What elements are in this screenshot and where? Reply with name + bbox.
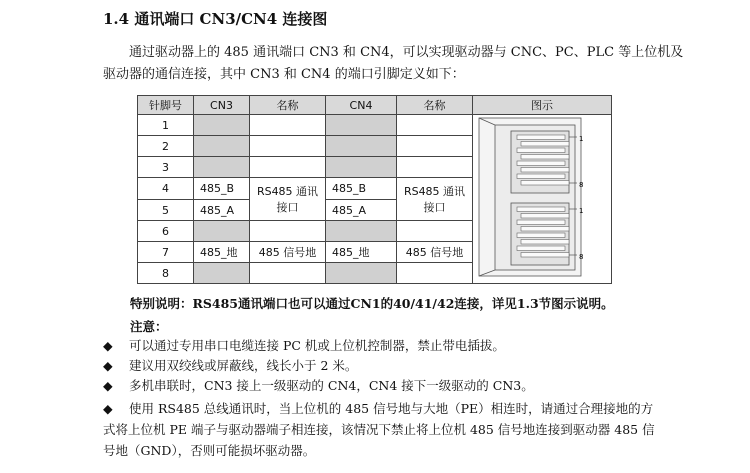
header-cn3: CN3 <box>194 96 250 115</box>
cn4-cell: 485_A <box>326 200 397 221</box>
connector-pin <box>521 168 569 173</box>
connector-pin <box>521 181 569 186</box>
special-note: 特别说明：RS485通讯端口也可以通过CN1的40/41/42连接，详见1.3节图示说明。 <box>130 296 614 311</box>
connector-diagram-cell <box>473 115 612 284</box>
pin-cell: 4 <box>138 178 194 200</box>
table-header-row <box>138 96 612 115</box>
header-pin: 针脚号 <box>138 96 194 115</box>
connector-pin <box>521 253 569 258</box>
connector-pin <box>517 233 565 238</box>
header-name-cn4: 名称 <box>397 96 473 115</box>
name-cell <box>250 136 326 157</box>
pin-cell: 5 <box>138 200 194 221</box>
cn4-cell <box>326 263 397 284</box>
cn3-cell <box>194 157 250 178</box>
connector-pin <box>517 148 565 153</box>
connector-pin <box>517 246 565 251</box>
pin-cell: 7 <box>138 242 194 263</box>
pin-cell: 3 <box>138 157 194 178</box>
caution-item <box>103 398 663 461</box>
diamond-bullet-icon: ◆ <box>103 338 113 353</box>
name-cell-ground: 485 信号地 <box>250 242 326 263</box>
name-cell <box>397 263 473 284</box>
caution-item <box>103 356 688 376</box>
name-cell-rs485 <box>250 178 326 221</box>
diamond-bullet-icon: ◆ <box>103 358 113 373</box>
cn4-cell <box>326 157 397 178</box>
cn3-cell <box>194 221 250 242</box>
connector-pin <box>521 142 569 147</box>
caution-item <box>103 376 688 396</box>
caution-text: 建议用双绞线或屏蔽线，线长小于 2 米。 <box>129 358 358 373</box>
name-cell <box>397 157 473 178</box>
caution-text: 多机串联时，CN3 接上一级驱动的 CN4，CN4 接下一级驱动的 CN3。 <box>129 378 534 393</box>
rs485-name-line1: RS485 通讯 <box>403 185 466 198</box>
connector-pin <box>517 220 565 225</box>
cn3-cell: 485_B <box>194 178 250 200</box>
cn4-cell: 485_地 <box>326 242 397 263</box>
connector-pin <box>521 214 569 219</box>
cn3-cell: 485_地 <box>194 242 250 263</box>
name-cell <box>250 115 326 136</box>
caution-title: 注意： <box>130 319 168 334</box>
connector-pin <box>517 135 565 140</box>
rj45-connector-diagram <box>473 115 611 280</box>
cn3-cell: 485_A <box>194 200 250 221</box>
connector-pin <box>517 174 565 179</box>
cn4-cell <box>326 136 397 157</box>
cn4-cell <box>326 115 397 136</box>
diamond-bullet-icon: ◆ <box>103 378 113 393</box>
header-name-cn3: 名称 <box>250 96 326 115</box>
cn4-cell: 485_B <box>326 178 397 200</box>
pin-label-bottom-1: 1 <box>579 207 584 215</box>
connector-pin <box>517 161 565 166</box>
cn4-cell <box>326 221 397 242</box>
name-cell <box>250 157 326 178</box>
rs485-name-line1: RS485 通讯 <box>256 185 319 198</box>
connector-pin <box>517 207 565 212</box>
cn3-cell <box>194 136 250 157</box>
name-cell <box>397 115 473 136</box>
caution-text: 使用 RS485 总线通讯时，当上位机的 485 信号地与大地（PE）相连时，请通过合理接地的方式将上位机 PE 端子与驱动器端子相连接，该情况下禁止将上位机 485 信号地连接到驱动器 485 信号地（GND），否则可能损坏驱动器。 <box>103 401 655 458</box>
name-cell <box>397 221 473 242</box>
table-row <box>138 115 612 136</box>
name-cell <box>397 136 473 157</box>
caution-text: 可以通过专用串口电缆连接 PC 机或上位机控制器，禁止带电插拔。 <box>129 338 505 353</box>
pin-definition-table <box>137 95 612 284</box>
name-cell-rs485 <box>397 178 473 221</box>
rs485-name-line2: 接口 <box>276 201 299 214</box>
header-diagram: 图示 <box>473 96 612 115</box>
pin-cell: 6 <box>138 221 194 242</box>
name-cell-ground: 485 信号地 <box>397 242 473 263</box>
pin-cell: 1 <box>138 115 194 136</box>
name-cell <box>250 221 326 242</box>
rs485-name-line2: 接口 <box>423 201 446 214</box>
pin-cell: 2 <box>138 136 194 157</box>
cn3-cell <box>194 263 250 284</box>
section-heading: 1.4 通讯端口 CN3/CN4 连接图 <box>103 10 328 28</box>
connector-pin <box>521 240 569 245</box>
diamond-bullet-icon: ◆ <box>103 401 113 416</box>
intro-paragraph: 通过驱动器上的 485 通讯端口 CN3 和 CN4，可以实现驱动器与 CNC、PC、PLC 等上位机及驱动器的通信连接，其中 CN3 和 CN4 的端口引脚定义如下： <box>103 45 684 82</box>
pin-label-bottom-8: 8 <box>579 253 584 261</box>
caution-item <box>103 336 688 356</box>
connector-pin <box>521 227 569 232</box>
header-cn4: CN4 <box>326 96 397 115</box>
name-cell <box>250 263 326 284</box>
connector-pin <box>521 155 569 160</box>
pin-cell: 8 <box>138 263 194 284</box>
pin-label-top-1: 1 <box>579 135 584 143</box>
pin-label-top-8: 8 <box>579 181 584 189</box>
cn3-cell <box>194 115 250 136</box>
